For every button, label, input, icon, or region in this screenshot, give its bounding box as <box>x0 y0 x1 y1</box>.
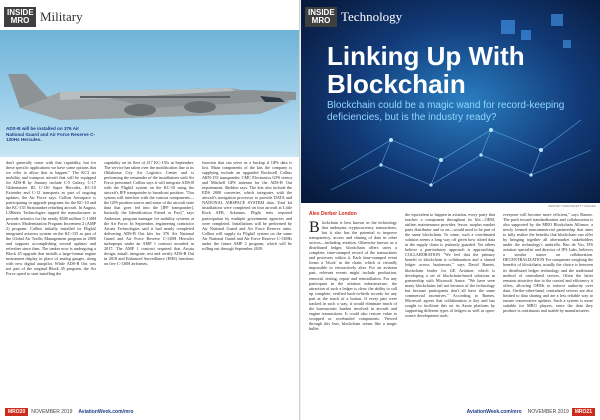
article-title-line-1: Linking Up With <box>327 41 525 71</box>
drop-cap: B <box>309 220 320 236</box>
right-header <box>305 4 402 30</box>
article-deck: Blockchain could be a magic wand for record-keeping deficiencies, but is the industry ready? <box>327 100 565 123</box>
section-title: Technology <box>341 9 403 24</box>
issue-date: NOVEMBER 2019 <box>31 409 73 415</box>
section-title: Military <box>40 9 83 24</box>
footer-link[interactable]: AviationWeek.com/mro <box>466 409 522 415</box>
left-page <box>0 0 299 420</box>
right-footer <box>461 407 598 417</box>
article-title-line-2: Blockchain <box>327 69 466 99</box>
left-footer <box>2 407 139 417</box>
photo-caption: ADS-B will be installed on 376 Air National Guard and Air Force Reserve C-130Hs Hercules. <box>6 126 95 143</box>
body-column-1-text: lockchain is best known as the technology that underpins cryptocurrency transactions, but it also has the potential to improve transparency, access and sharing of data in other sectors—including aviation. Otherwise known as a distributed ledger, blockchain offers users a complete, time-stamped record of the transactions and processes within it. Each time-stamped event forms a 'block' in the chain, which is virtually impossible to retroactively alter. For an aviation part, relevant events might include production, removal, testing, repair and reinstallation. For any participant in the aviation infrastructure, the attraction of such a ledger is clear: the ability to call up complete, verified back-to-birth records for any part at the touch of a button. If every part were tracked in such a way, it would eliminate much of the bureaucratic burden involved in aircraft and engine transactions. It could also restore value to scrapped or overhauled components. Viewed through this lens, blockchain seems like a magic bullet. <box>309 220 397 331</box>
inside-mro-logo: INSIDE MRO <box>305 7 337 27</box>
body-column-3: function that can serve as a backup if GPS data is lost. Main components of the kits the company is supplying include an upgraded Rockwell Collins ARN-153 transponder, CMC Electronics GPS sensor and Mitchell GPS antenna for the ADS-B Out requirement, Sheldon says. The kits also include the EDS 2000 converter, which integrates with the aircraft's navigation processor to provide DATA and NATIONAL AIRSPACE SYSTEM data. Trial kit installations were completed on four aircraft at Little Rock AFB, Arkansas. Flight tests required participation by multiple government agencies and were completed. Installations will be performed by Air National Guard and Air Force Reserve units. Collins will supply its Flight2 system on the same Air National Guard and Air Force Reserve C-130Hs under the future AMP 2 program, which will be rolling out through September 2029. <box>202 160 292 251</box>
byline: Alex Derber London <box>309 211 357 217</box>
page-number: MRO20 <box>5 408 28 416</box>
body-column-3: everyone will become more efficient," says Barnes. The push toward standardization and collaboration is also supported by the MRO Blockchain Alliance, a newly formed noncommercial partnership that aims to fully realize the benefits that blockchain can offer by bringing together all aftermarket stakeholders under the technology's umbrella. Bao de Vos, IFS aviation specialist and director of IFS Labs, believes a similar stance on collaboration. DECENTRALIZATION For companies weighing the benefits of blockchain, usually the choice is between its distributed ledger technology and the traditional method of centralized servers. Often the latter remains attractive due to the control and efficiency it offers, allowing OEMs to enforce authority over data. On-the-other-hand, centralized servers are also limited to data sharing and are a less reliable way to ensure conservative updates. Such a system is more suitable for MRO players, since the data they produce is continuous and usable by manufacturers. <box>503 212 593 313</box>
photo-credit: SERGEY NIVENS/GETTY IMAGES <box>548 204 596 208</box>
article-title <box>327 42 525 98</box>
issue-date: NOVEMBER 2019 <box>527 409 569 415</box>
body-column-1: don't generally come with that capability, but for these specific applications we have some options that we offer to allow that to happen." The KC3 air mobility and transport aircraft that will be equipped for ADS-B by January include C-5 Galaxy, C-17 Globemaster III, C-130 Super Hercules, KC-10 Extender and C-12 transports as part of ongoing updates, the Air Force says. Collins Aerospace is participating in upgrade programs for the KC-10 and the KC-135 Stratotanker refueling aircraft. In August, L3Harris Technologies tapped the manufacturer to provide avionics for the nearly $500 million C-130H Avionics Modernization Program Increment 2 (AMP 2) program. Collins initially installed its Flight2 integrated avionics system on the KC-135 as part of the Global Air Traffic Management program in 2000 and supports accomplishing several updates and refreshes since then. The tanker now is undergoing a Block 45 upgrade that installs a large-format engine instrument display in place of analog gauges, along with new digital autopilot. While ADS-B Out was not part of the original Block 45 program, the Air Force opted to start installing the <box>6 160 96 277</box>
body-column-2: the equivalent to happen in aviation, every party that touches a component throughout its life—OEM, airline, maintenance provider, lessor, surplus market parts distributor and so on—would need to be part of the same blockchain. To some, such a coordinated solution seems a long way off given how siloed data in the supply chain is jealously guarded. Yet others believe a pan-industry approach is approaching. COLLABORATION "We feel that the primary benefit to blockchain is collaboration and a shared ledger across businesses," says David Barnes, blockchain leader for GE Aviation, which is developing a set of blockchain-based solutions in partnership with Microsoft Azure. "We have seen many blockchains fail not because of the technology but because participants don't all have the same commercial incentives." According to Barnes, Microsoft agrees that collaboration is key and has sought to facilitate this on its Azure platform by supporting different types of ledgers as well as open-source development tools. <box>405 212 495 318</box>
body-column-1 <box>309 220 397 405</box>
inside-mro-logo: INSIDE MRO <box>4 7 36 27</box>
page-number: MRO21 <box>572 408 595 416</box>
right-page <box>301 0 600 420</box>
left-header <box>4 4 83 30</box>
body-column-2: capability on its fleet of 417 KC-135s in September. The service has taken over the modification line at its Oklahoma City Air Logistics Center and is performing the remainder of the installations with Air Force personnel. Collins says it will integrate ADS-B with the Flight2 system on the KC-10 using the aircraft's IFF transponder to broadcast position. "Our system will interface with the various components—the GPS position source and some of the aircraft state data that goes fed into the [IFF transponder], basically the Identification Friend or Foe]," says Anderson, program manager for mobility systems at the Air Force. In September, engineering contractor Arcata Technologies said it had nearly completed delivering ADS-B Out kits for 376 Air National Guard and Air Force Reserve C-130H Hercules turboprops under an AMP 1 contract awarded in 2017. The AMP 1 contract required that Arcata design, install, integrate, test and certify ADS-B Out in 2018 and Enhanced Surveillance (EHS) functions on five C-130H airframes. <box>104 160 194 266</box>
footer-link[interactable]: AviationWeek.com/mro <box>78 409 134 415</box>
